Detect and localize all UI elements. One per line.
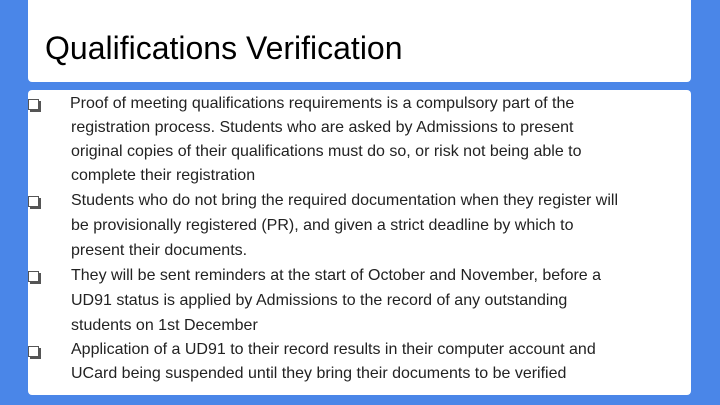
- bullet-line: complete their registration: [71, 167, 256, 184]
- bullet-line: UD91 status is applied by Admissions to the record of any outstanding: [71, 292, 568, 309]
- bullet-text: [71, 338, 688, 386]
- bullet-text: [71, 263, 688, 338]
- bullet-line: Application of a UD91 to their record results in their computer account and: [71, 341, 596, 358]
- bullet-item: [28, 263, 688, 338]
- bullet-item: [28, 92, 688, 188]
- checkbox-bullet-icon: [28, 271, 39, 282]
- bullet-line: original copies of their qualifications must do so, or risk not being able to: [71, 143, 582, 160]
- checkbox-bullet-icon: [28, 346, 39, 357]
- bullet-line: be provisionally registered (PR), and given a strict deadline by which to: [71, 217, 574, 234]
- slide-title: Qualifications Verification: [45, 30, 403, 66]
- bullet-text: [71, 188, 688, 263]
- bullet-line: Students who do not bring the required documentation when they register will: [71, 192, 618, 209]
- bullet-line: UCard being suspended until they bring their documents to be verified: [71, 365, 567, 382]
- bullet-item: [28, 338, 688, 386]
- bullet-text: [71, 92, 688, 188]
- bullet-line: students on 1st December: [71, 317, 258, 334]
- bullet-item: [28, 188, 688, 263]
- content-card: [28, 90, 691, 395]
- bullet-line: They will be sent reminders at the start of October and November, before a: [71, 267, 602, 284]
- bullet-line: present their documents.: [71, 242, 248, 259]
- title-card: [28, 0, 691, 82]
- checkbox-bullet-icon: [28, 99, 39, 110]
- bullet-line: Proof of meeting qualifications requirements is a compulsory part of the: [70, 95, 575, 112]
- bullet-line: registration process. Students who are asked by Admissions to present: [71, 119, 574, 136]
- bullet-list: [28, 92, 688, 386]
- checkbox-bullet-icon: [28, 196, 39, 207]
